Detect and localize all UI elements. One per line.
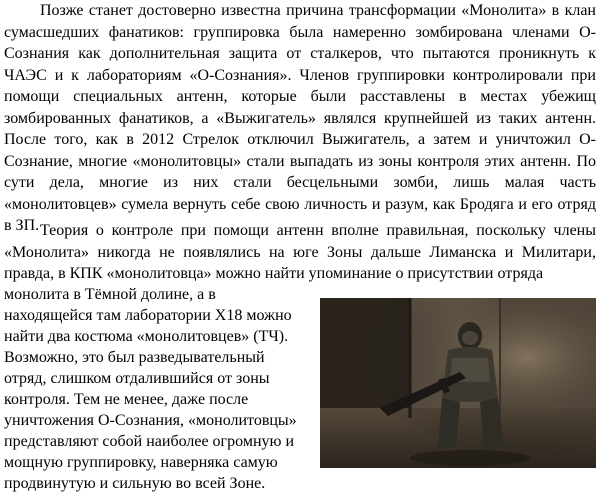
paragraph-2-line: уничтожения О-Сознания, «монолитовцы» xyxy=(4,412,297,429)
paragraph-2-line: отряд, слишком отдалившийся от зоны xyxy=(4,370,270,387)
paragraph-2-line: мощную группировку, наверняка самую xyxy=(4,454,278,471)
paragraph-2-line: найти два костюма «монолитовцев» (ТЧ). xyxy=(4,328,289,345)
paragraph-2-line: Возможно, это был разведывательный xyxy=(4,349,265,366)
paragraph-2: Теория о контроле при помощи антенн вполне правильная, поскольку члены «Монолита» никогда не появлялись на юге Зоны дальше Лиманска и Милитари, правда, в КПК «монолитовца» можно найти упоминание о присутствии отряда xyxy=(4,222,596,282)
paragraph-2-line: находящейся там лаборатории Х18 можно xyxy=(4,307,292,324)
paragraph-2-line: монолита в Тёмной долине, а в xyxy=(4,286,216,303)
paragraph-2-line: продвинутую и сильную во всей Зоне. xyxy=(4,475,266,492)
paragraph-2-line: представляют собой наиболее огромную и xyxy=(4,433,295,450)
monolith-soldier-illustration xyxy=(320,298,596,468)
paragraph-2-line: контроля. Тем не менее, даже после xyxy=(4,391,249,408)
paragraph-1: Позже станет достоверно известна причина трансформации «Монолита» в клан сумасшедших фанатиков: группировка была намеренно зомбирована членами О-Сознания как дополнительная защита от сталкеров, что пытаются проникнуть к ЧАЭС и к лабораториям «О-Сознания». Членов группировки контролировали при помощи специальных антенн, которые были расставлены в местах убежищ зомбированных фанатиков, а «Выжигатель» являлся крупнейшей из таких антенн. После того, как в 2012 Стрелок отключил Выжигатель, а затем и уничтожил О-Сознание, многие «монолитовцы» стали выпадать из зоны контроля этих антенн. По сути дела, многие из них стали бесцельными зомби, лишь малая часть «монолитовцев» сумела вернуть себе свою личность и разум, как Бродяга и его отряд в ЗП. xyxy=(4,2,596,234)
monolith-soldier-photo xyxy=(320,298,596,468)
